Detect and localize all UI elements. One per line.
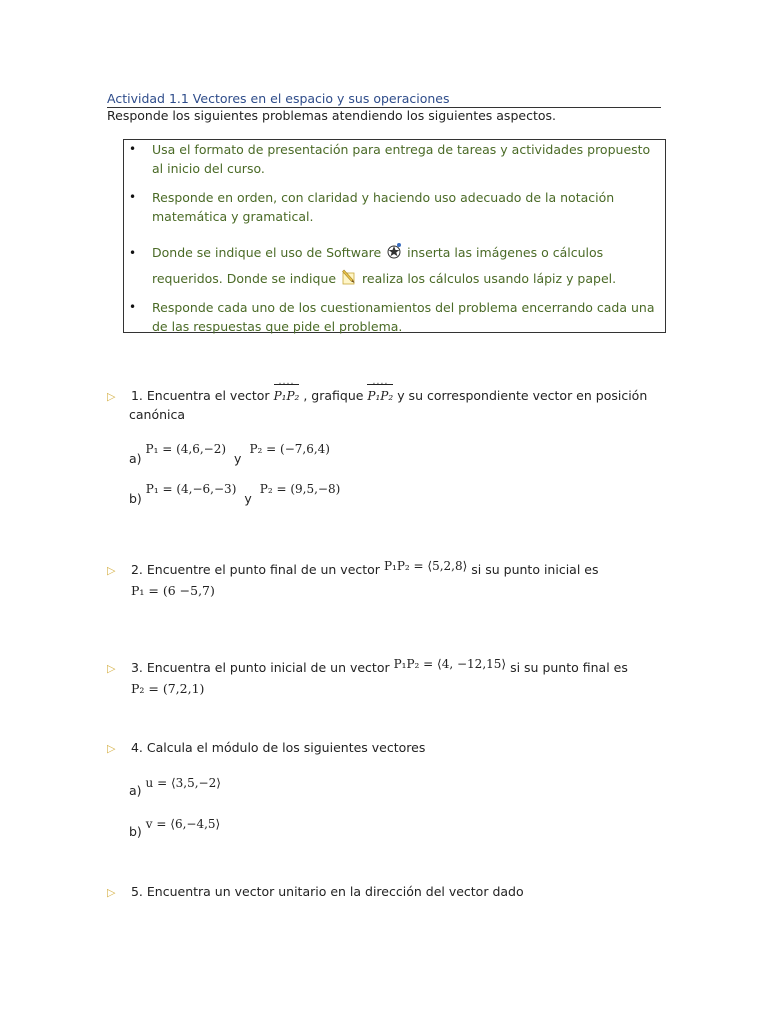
vector-v: v = ⟨6,−4,5⟩ bbox=[145, 817, 221, 831]
bullet-dot-icon: • bbox=[129, 190, 137, 204]
pencil-icon bbox=[340, 268, 358, 286]
problem-4-text: 4. Calcula el módulo de los siguientes vectores bbox=[130, 740, 426, 755]
instruction-3-part-a: Donde se indique el uso de Software bbox=[152, 245, 382, 260]
page-title: Actividad 1.1 Vectores en el espacio y sus operaciones bbox=[107, 91, 661, 108]
problem-1-text-d: canónica bbox=[129, 407, 186, 422]
problem-4-option-b bbox=[129, 816, 220, 839]
arrow-bullet-icon: ▷ bbox=[107, 662, 116, 675]
problem-5-text: 5. Encuentra un vector unitario en la dirección del vector dado bbox=[130, 884, 524, 899]
arrow-bullet-icon: ▷ bbox=[107, 564, 116, 577]
option-label: b) bbox=[129, 491, 142, 506]
vector-p1p2: ˇˇˇˇ P₁P₂ bbox=[273, 383, 300, 403]
vector-u: u = ⟨3,5,−2⟩ bbox=[145, 776, 221, 790]
problem-5 bbox=[107, 884, 524, 899]
point-p2: P₂ = (−7,6,4) bbox=[249, 442, 330, 456]
problem-4 bbox=[107, 740, 425, 755]
bullet-dot-icon: • bbox=[129, 300, 137, 314]
arrow-bullet-icon: ▷ bbox=[107, 390, 116, 403]
problem-1-option-b bbox=[129, 481, 340, 506]
point-p1: P₁ = (4,6,−2) bbox=[145, 442, 227, 456]
page-subtitle: Responde los siguientes problemas atendiendo los siguientes aspectos. bbox=[107, 108, 556, 123]
instructions-box bbox=[123, 139, 666, 333]
problem-1-option-a bbox=[129, 441, 330, 466]
bullet-dot-icon: • bbox=[129, 142, 137, 156]
problem-3-text-b: si su punto final es bbox=[510, 660, 628, 675]
problem-1-text-a: 1. Encuentra el vector bbox=[130, 388, 270, 403]
instruction-3-part-c: requeridos. Donde se indique bbox=[152, 271, 337, 286]
vector-p1p2: ˇˇˇˇ P₁P₂ bbox=[367, 383, 394, 403]
problem-2 bbox=[107, 559, 598, 577]
arrow-bullet-icon: ▷ bbox=[107, 886, 116, 899]
instruction-text-1: Usa el formato de presentación para entrega de tareas y actividades propuesto al inicio del curso. bbox=[152, 142, 651, 176]
problem-4-option-a bbox=[129, 775, 221, 798]
instruction-text-3 bbox=[152, 240, 662, 292]
instruction-3-part-d: realiza los cálculos usando lápiz y papel. bbox=[362, 271, 617, 286]
software-icon bbox=[385, 242, 403, 260]
problem-2-text-a: 2. Encuentre el punto final de un vector bbox=[130, 562, 380, 577]
vector-expression: P₁P₂ = ⟨4, −12,15⟩ bbox=[393, 657, 507, 671]
problem-1-text-c: y su correspondiente vector en posición bbox=[397, 388, 648, 403]
conjunction-y: y bbox=[234, 451, 242, 466]
vector-expression: P₁P₂ = ⟨5,2,8⟩ bbox=[383, 559, 468, 573]
problem-2-text-b: si su punto inicial es bbox=[471, 562, 599, 577]
problem-2-point: P₁ = (6 −5,7) bbox=[131, 583, 215, 598]
problem-1 bbox=[107, 383, 648, 403]
problem-3 bbox=[107, 657, 628, 675]
instruction-text-4: Responde cada uno de los cuestionamientos del problema encerrando cada una de las respuestas que pide el problema. bbox=[152, 300, 655, 334]
problem-1-text-b: , grafique bbox=[303, 388, 364, 403]
instruction-text-2: Responde en orden, con claridad y haciendo uso adecuado de la notación matemática y gramatical. bbox=[152, 190, 615, 224]
problem-3-text-a: 3. Encuentra el punto inicial de un vector bbox=[130, 660, 390, 675]
bullet-dot-icon: • bbox=[129, 246, 137, 260]
problem-3-point: P₂ = (7,2,1) bbox=[131, 681, 205, 696]
option-label: a) bbox=[129, 451, 142, 466]
option-label: b) bbox=[129, 824, 142, 839]
point-p1: P₁ = (4,−6,−3) bbox=[145, 482, 237, 496]
arrow-bullet-icon: ▷ bbox=[107, 742, 116, 755]
conjunction-y: y bbox=[244, 491, 252, 506]
option-label: a) bbox=[129, 783, 142, 798]
instruction-3-part-b: inserta las imágenes o cálculos bbox=[407, 245, 604, 260]
point-p2: P₂ = (9,5,−8) bbox=[259, 482, 341, 496]
